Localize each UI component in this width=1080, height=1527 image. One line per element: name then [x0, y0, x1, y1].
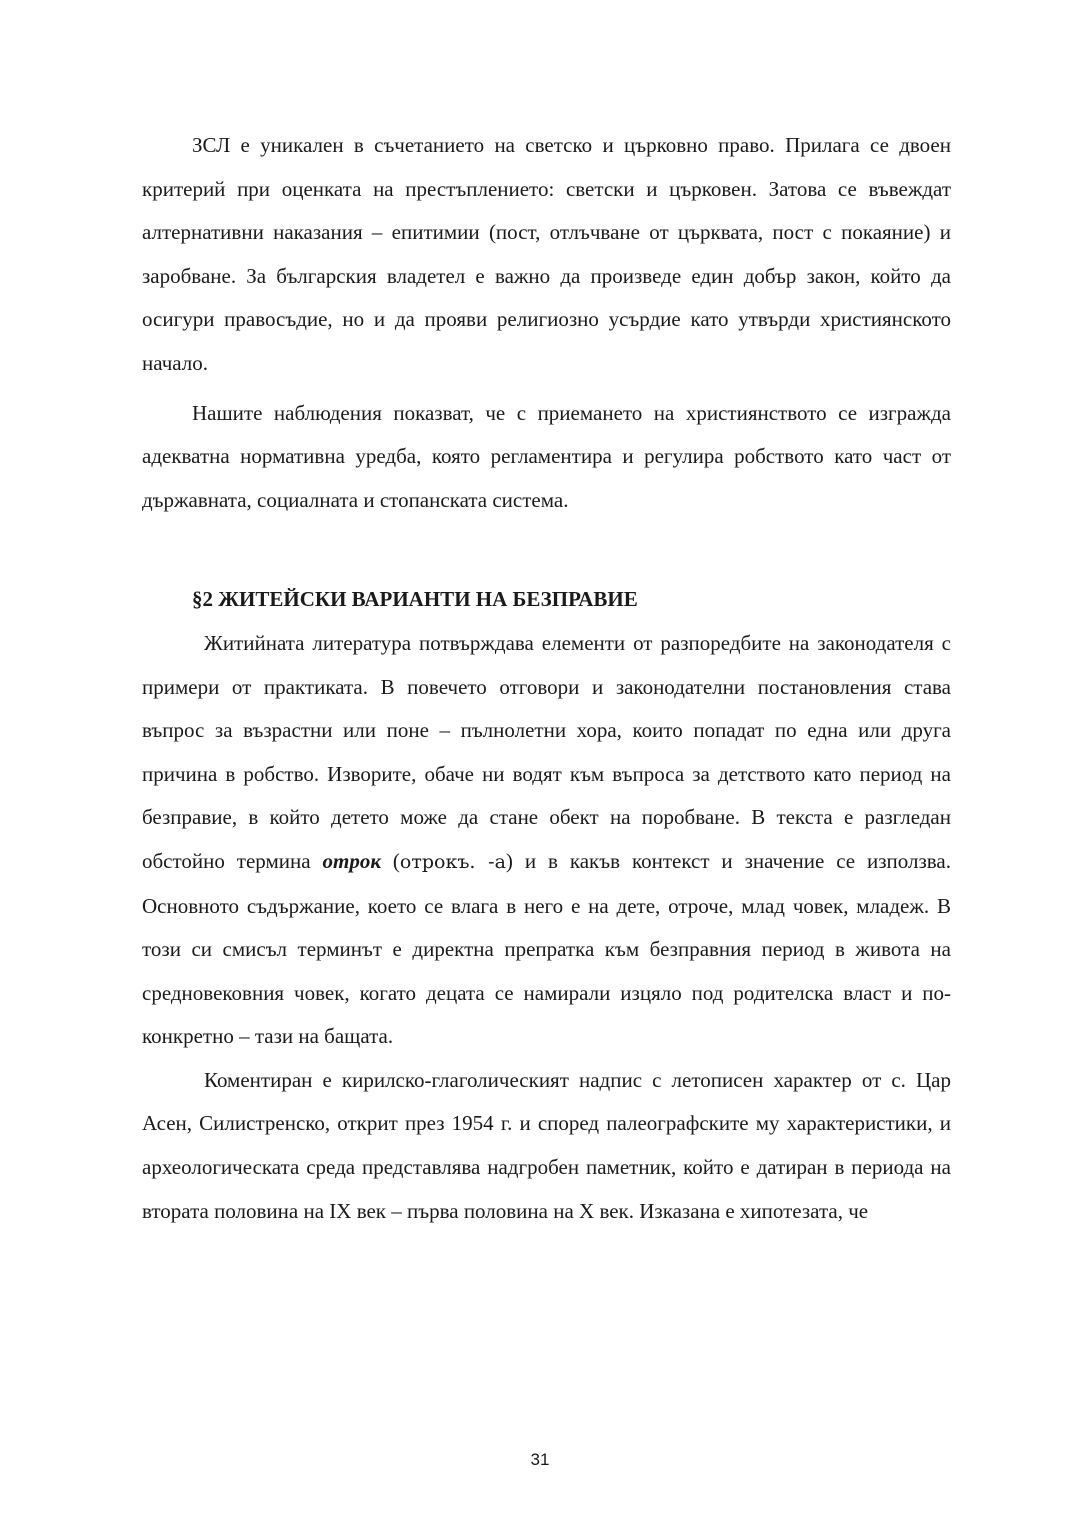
- paragraph-zsl: ЗСЛ е уникален в съчетанието на светско и църковно право. Прилага се двоен критерий при оценката на престъплението: светски и църковен. Затова се въвеждат алтернативни наказания – епитимии (пост, отлъчване от църквата, пост с покаяние) и заробване. За българския владетел е важно да произведе един добър закон, който да осигури правосъдие, но и да прояви религиозно усърдие като утвърди християнското начало.: [142, 133, 951, 375]
- body-text: [142, 124, 951, 1233]
- paragraph-observations: Нашите наблюдения показват, че с приемането на християнството се изгражда адекватна нормативна уредба, която регламентира и регулира робството като част от държавната, социалната и стопанската система.: [142, 400, 951, 512]
- section-heading-wrap: [142, 578, 951, 622]
- old-slavonic-form: отрокъ. -а: [399, 850, 506, 873]
- term-otrok: отрок: [322, 848, 381, 873]
- section-heading: §2 ЖИТЕЙСКИ ВАРИАНТИ НА БЕЗПРАВИЕ: [192, 587, 638, 612]
- old-form-open: (: [392, 848, 400, 873]
- paragraph-inscription: Коментиран е кирилско-глаголическият надпис с летописен характер от с. Цар Асен, Силистренско, открит през 1954 г. и според палеографските му характеристики, и археологическата среда представлява надгробен паметник, който е датиран в периода на втората половина на IX век – първа половина на X век. Изказана е хипотезата, че: [142, 1067, 951, 1223]
- old-form-close: ): [505, 848, 513, 873]
- paragraph-hagiography-before: Житийната литература потвърждава елементи от разпоредбите на законодателя с примери от практиката. В повечето отговори и законодателни постановления става въпрос за възрастни или поне – пълнолетни хора, които попадат по една или друга причина в робство. Изворите, обаче ни водят към въпроса за детството като период на безправие, в който детето може да стане обект на поробване. В текста е разгледан обстойно термина: [142, 630, 951, 873]
- paragraph-hagiography: [142, 622, 951, 1059]
- page-number: 31: [530, 1450, 550, 1469]
- paragraph-hagiography-after: и в какъв контекст и значение се използва. Основното съдържание, което се влага в него е на дете, отроче, млад човек, младеж. В този си смисъл терминът е директна препратка към безправния период в живота на средновековния човек, когато децата се намирали изцяло под родителска власт и по-конкретно – тази на бащата.: [142, 848, 951, 1049]
